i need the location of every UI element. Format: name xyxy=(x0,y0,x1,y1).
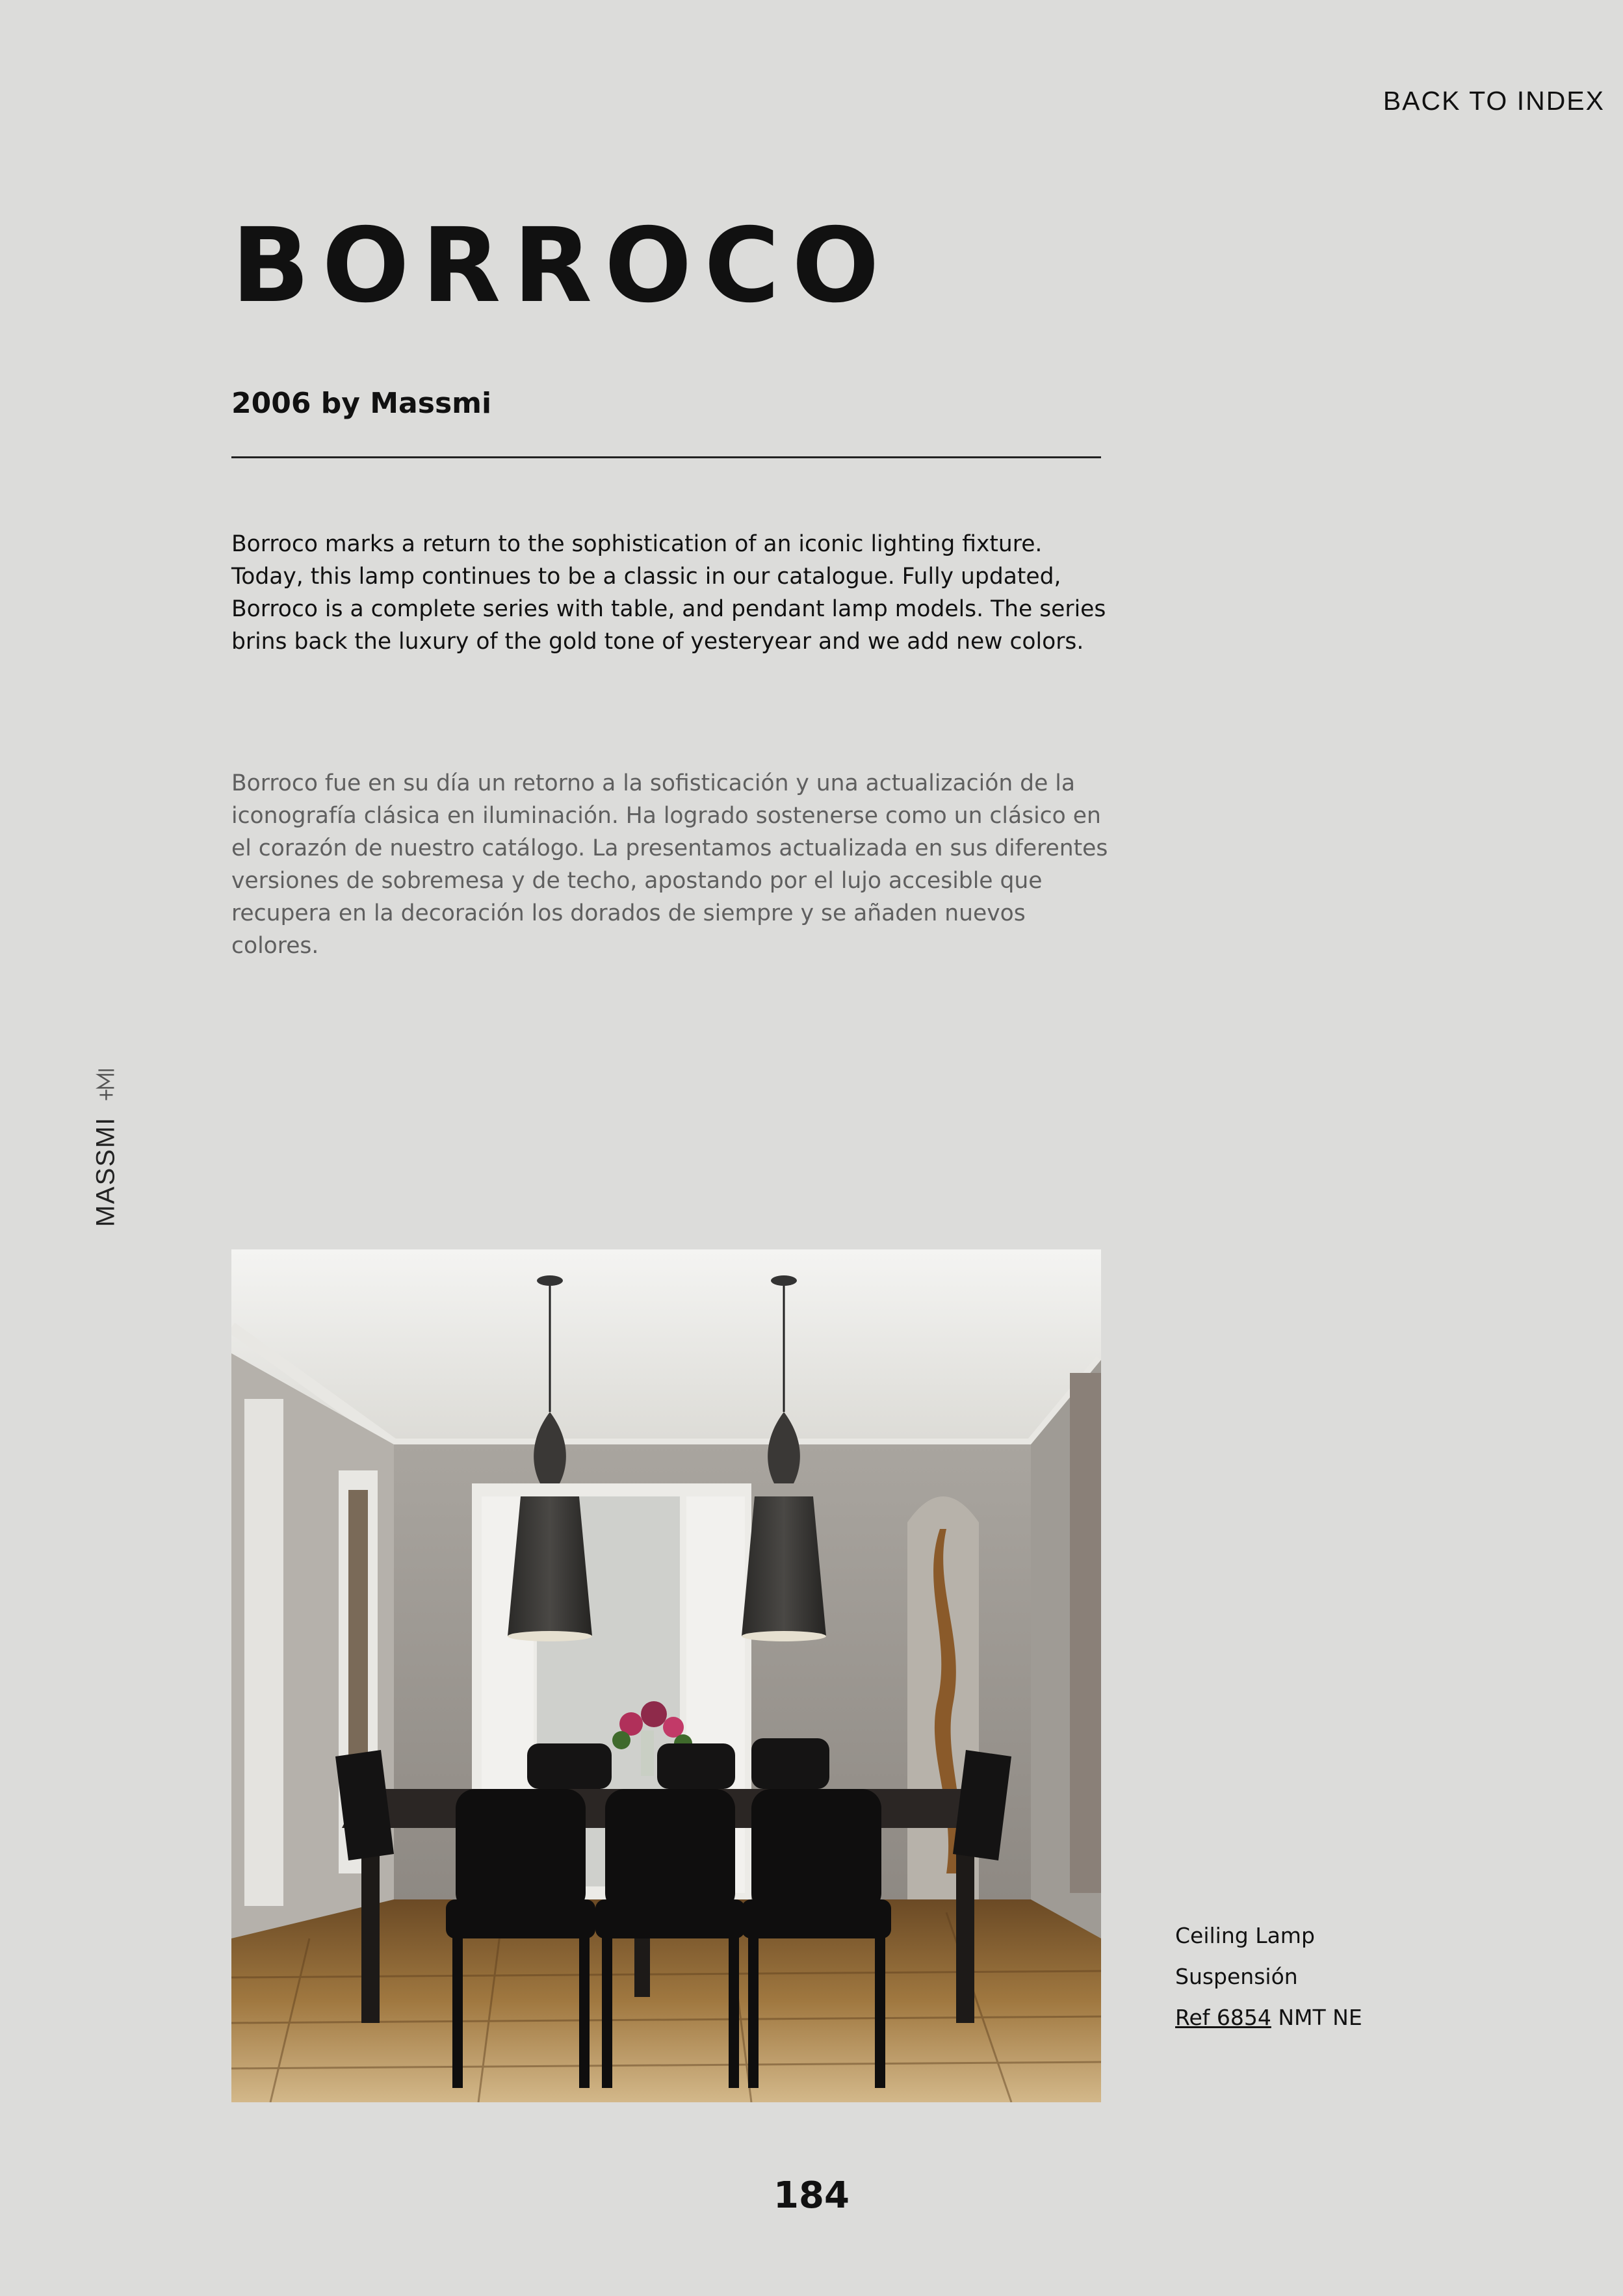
massmi-logo-icon xyxy=(94,1068,118,1102)
caption-type-spanish: Suspensión xyxy=(1175,1964,1298,1989)
reference-link[interactable]: Ref 6854 xyxy=(1175,2005,1271,2030)
caption-type-english: Ceiling Lamp xyxy=(1175,1923,1315,1948)
brand-mark xyxy=(90,1066,122,1229)
brand-name: MASSMI xyxy=(91,1116,120,1227)
dining-room-photo xyxy=(231,1249,1101,2102)
reference-suffix: NMT NE xyxy=(1278,2005,1362,2030)
product-caption xyxy=(1175,1915,1362,2038)
back-to-index-link[interactable]: BACK TO INDEX xyxy=(1383,86,1605,116)
product-title: BORROCO xyxy=(231,206,892,326)
product-subtitle: 2006 by Massmi xyxy=(231,387,492,420)
description-english: Borroco marks a return to the sophistication of an iconic lighting fixture. Today, this lamp continues to be a classic in our catalogue. Fully updated, Borroco is a complete series with table, and pendant lamp models. The series brins back the luxury of the gold tone of yesteryear and we add new colors. xyxy=(231,531,1106,655)
page-number: 184 xyxy=(773,2174,850,2217)
description-spanish: Borroco fue en su día un retorno a la sofisticación y una actualización de la iconografía clásica en iluminación. Ha logrado sostenerse como un clásico en el corazón de nuestro catálogo. La presentamos actualizada en sus diferentes versiones de sobremesa y de techo, apostando por el lujo accesible que recupera en la decoración los dorados de siempre y se añaden nuevos colores. xyxy=(231,770,1108,959)
caption-reference xyxy=(1175,1997,1362,2038)
title-divider xyxy=(231,456,1101,458)
